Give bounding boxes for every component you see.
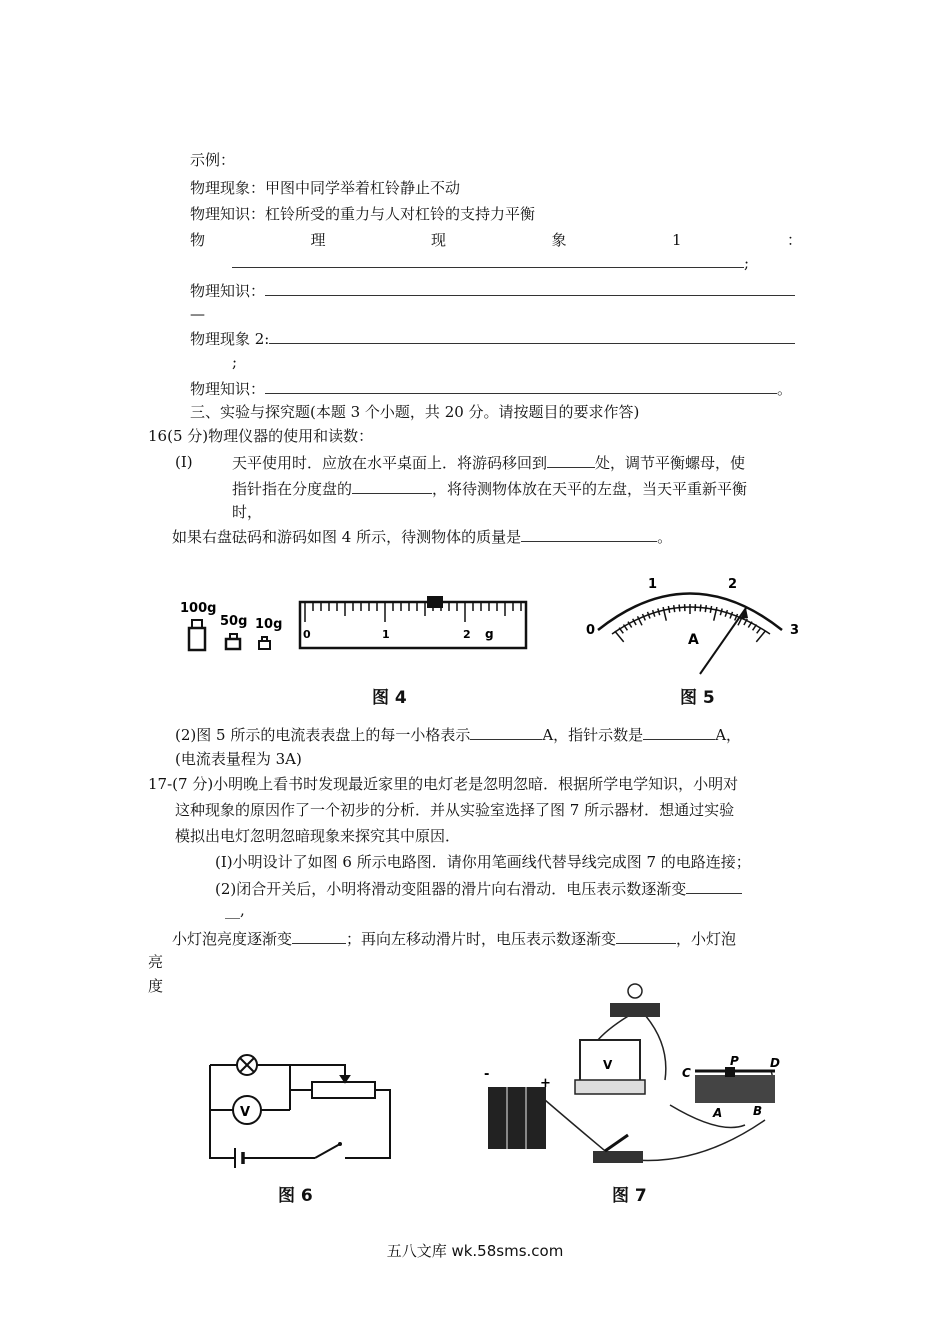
apparatus-label: D bbox=[770, 1056, 780, 1070]
lamp-holder-icon bbox=[610, 1003, 660, 1017]
q17-line3: 模拟出电灯忽明忽暗现象来探究其中原因． bbox=[175, 827, 461, 845]
answer-blank[interactable] bbox=[521, 526, 657, 542]
q17-line4: 小灯泡亮度逐渐变 ；再向左移动滑片时，电压表示数逐渐变 ，小灯泡 bbox=[172, 930, 737, 948]
dial-tick bbox=[679, 605, 680, 612]
figure-4-balance bbox=[175, 590, 535, 670]
phen1-char: 1 bbox=[671, 231, 682, 249]
ruler-unit: g bbox=[485, 627, 494, 641]
q16-part1-number: (I) bbox=[175, 453, 193, 471]
q16-line3: 时， bbox=[232, 503, 263, 521]
figure-7-apparatus bbox=[470, 975, 800, 1180]
q16-line1: 天平使用时．应放在水平桌面上．将游码移回到 处，调节平衡螺母，使 bbox=[232, 454, 746, 472]
apparatus-label: B bbox=[753, 1104, 763, 1118]
apparatus-label: P bbox=[730, 1054, 739, 1068]
q17-sub2: (2)闭合开关后，小明将滑动变阻器的滑片向右滑动．电压表示数逐渐变 bbox=[215, 878, 742, 899]
ruler-label: 0 bbox=[303, 628, 311, 641]
pointer-label: A bbox=[688, 632, 699, 648]
phen1-char: 理 bbox=[310, 231, 326, 249]
answer-blank[interactable] bbox=[643, 724, 715, 740]
pointer-needle-icon bbox=[700, 608, 746, 674]
answer-blank[interactable] bbox=[232, 252, 744, 268]
rheostat-device-icon bbox=[695, 1075, 775, 1103]
page-footer: 五八文库 wk.58sms.com bbox=[386, 1242, 564, 1260]
weight-label: 100g bbox=[180, 601, 217, 616]
apparatus-label: + bbox=[540, 1076, 551, 1091]
dial-tick bbox=[658, 609, 660, 616]
answer-blank[interactable] bbox=[352, 478, 432, 494]
figure-5-ammeter bbox=[580, 572, 805, 682]
figure-4-caption: 图 4 bbox=[372, 688, 407, 708]
answer-blank[interactable] bbox=[292, 928, 346, 944]
rheostat-icon bbox=[312, 1082, 375, 1098]
apparatus-label: V bbox=[603, 1058, 613, 1072]
dial-label: 2 bbox=[728, 577, 738, 592]
ruler-label: 1 bbox=[382, 628, 390, 641]
phen1-char: ： bbox=[786, 231, 802, 249]
example-phenomenon: 物理现象：甲图中同学举着杠铃静止不动 bbox=[190, 179, 461, 197]
dial-label: 0 bbox=[586, 623, 596, 638]
answer-blank[interactable] bbox=[547, 452, 595, 468]
answer-blank[interactable] bbox=[686, 878, 742, 894]
phen1-char: 物 bbox=[190, 231, 206, 249]
lamp-bulb-icon bbox=[628, 984, 642, 998]
dial-label: 1 bbox=[648, 577, 658, 592]
phen1-char: 现 bbox=[430, 231, 446, 249]
phenomenon-2-semicolon: ; bbox=[232, 353, 238, 371]
phenomenon-2-line: 物理现象 2: bbox=[190, 328, 795, 349]
apparatus-label: A bbox=[713, 1106, 723, 1120]
weight-label: 50g bbox=[220, 614, 248, 629]
switch-device-icon bbox=[593, 1151, 643, 1163]
example-knowledge: 物理知识：杠铃所受的重力与人对杠铃的支持力平衡 bbox=[190, 205, 536, 223]
voltmeter-label: V bbox=[240, 1105, 251, 1120]
answer-blank[interactable] bbox=[269, 328, 795, 344]
q17-line6: 度 bbox=[148, 977, 164, 995]
answer-blank[interactable] bbox=[616, 928, 676, 944]
dial-tick bbox=[725, 610, 727, 617]
figure-7-caption: 图 7 bbox=[612, 1186, 647, 1206]
weight-label: 10g bbox=[255, 617, 283, 632]
q16-title: 16(5 分)物理仪器的使用和读数： bbox=[148, 427, 374, 445]
section-3-heading: 三、实验与探究题(本题 3 个小题，共 20 分。请按题目的要求作答) bbox=[190, 403, 640, 421]
q16-line2: 指针指在分度盘的 ，将待测物体放在天平的左盘，当天平重新平衡 bbox=[232, 480, 748, 498]
weight-10g-icon bbox=[259, 641, 270, 649]
weight-50g-icon bbox=[226, 639, 240, 649]
rider-icon bbox=[427, 596, 443, 608]
ruler-icon bbox=[300, 602, 526, 648]
knowledge-1-dash: — bbox=[190, 305, 205, 323]
figure-5-caption: 图 5 bbox=[680, 688, 715, 708]
dial-tick bbox=[720, 609, 722, 616]
dial-tick bbox=[668, 606, 669, 613]
figure-6-caption: 图 6 bbox=[278, 1186, 313, 1206]
switch-icon bbox=[315, 1144, 340, 1158]
answer-blank[interactable] bbox=[265, 280, 795, 296]
q16-part2: (2)图 5 所示的电流表表盘上的每一小格表示 A，指针示数是 A， bbox=[175, 726, 742, 744]
ruler-label: 2 bbox=[463, 628, 471, 641]
phenomenon-1-answer-line: ; bbox=[232, 252, 749, 273]
q16-line4: 如果右盘砝码和游码如图 4 所示，待测物体的质量是 。 bbox=[172, 528, 673, 546]
answer-blank[interactable] bbox=[470, 724, 542, 740]
dial-tick bbox=[710, 606, 711, 613]
apparatus-label: - bbox=[484, 1067, 490, 1082]
q17-line5: 亮 bbox=[148, 953, 164, 971]
knowledge-1-line: 物理知识： bbox=[190, 280, 795, 301]
knowledge-2-line: 物理知识： 。 bbox=[190, 380, 793, 398]
example-label: 示例： bbox=[190, 151, 236, 169]
answer-blank[interactable] bbox=[265, 378, 777, 394]
dial-tick bbox=[674, 605, 675, 612]
q17-line2: 这种现象的原因作了一个初步的分析．并从实验室选择了图 7 所示器材．想通过实验 bbox=[175, 801, 735, 819]
dial-tick bbox=[757, 628, 761, 634]
figure-6-circuit bbox=[185, 1040, 400, 1170]
q17-sub2-cont: __, bbox=[225, 901, 245, 919]
weight-100g-body-icon bbox=[189, 628, 205, 650]
q17-sub1: (I)小明设计了如图 6 所示电路图．请你用笔画线代替导线完成图 7 的电路连接； bbox=[215, 853, 751, 871]
dial-tick bbox=[700, 605, 701, 612]
battery-pack-icon bbox=[488, 1087, 546, 1149]
dial-label: 3 bbox=[790, 623, 800, 638]
q17-line1: 17-(7 分)小明晚上看书时发现最近家里的电灯老是忽明忽暗．根据所学电学知识，小明对 bbox=[148, 775, 739, 793]
dial-tick bbox=[705, 605, 706, 612]
phen1-char: 象 bbox=[551, 231, 567, 249]
wire bbox=[210, 1065, 235, 1158]
q16-part2-note: (电流表量程为 3A) bbox=[175, 750, 302, 768]
dial-tick bbox=[653, 610, 655, 617]
phenomenon-1-heading bbox=[190, 230, 802, 250]
apparatus-label: C bbox=[682, 1066, 691, 1080]
